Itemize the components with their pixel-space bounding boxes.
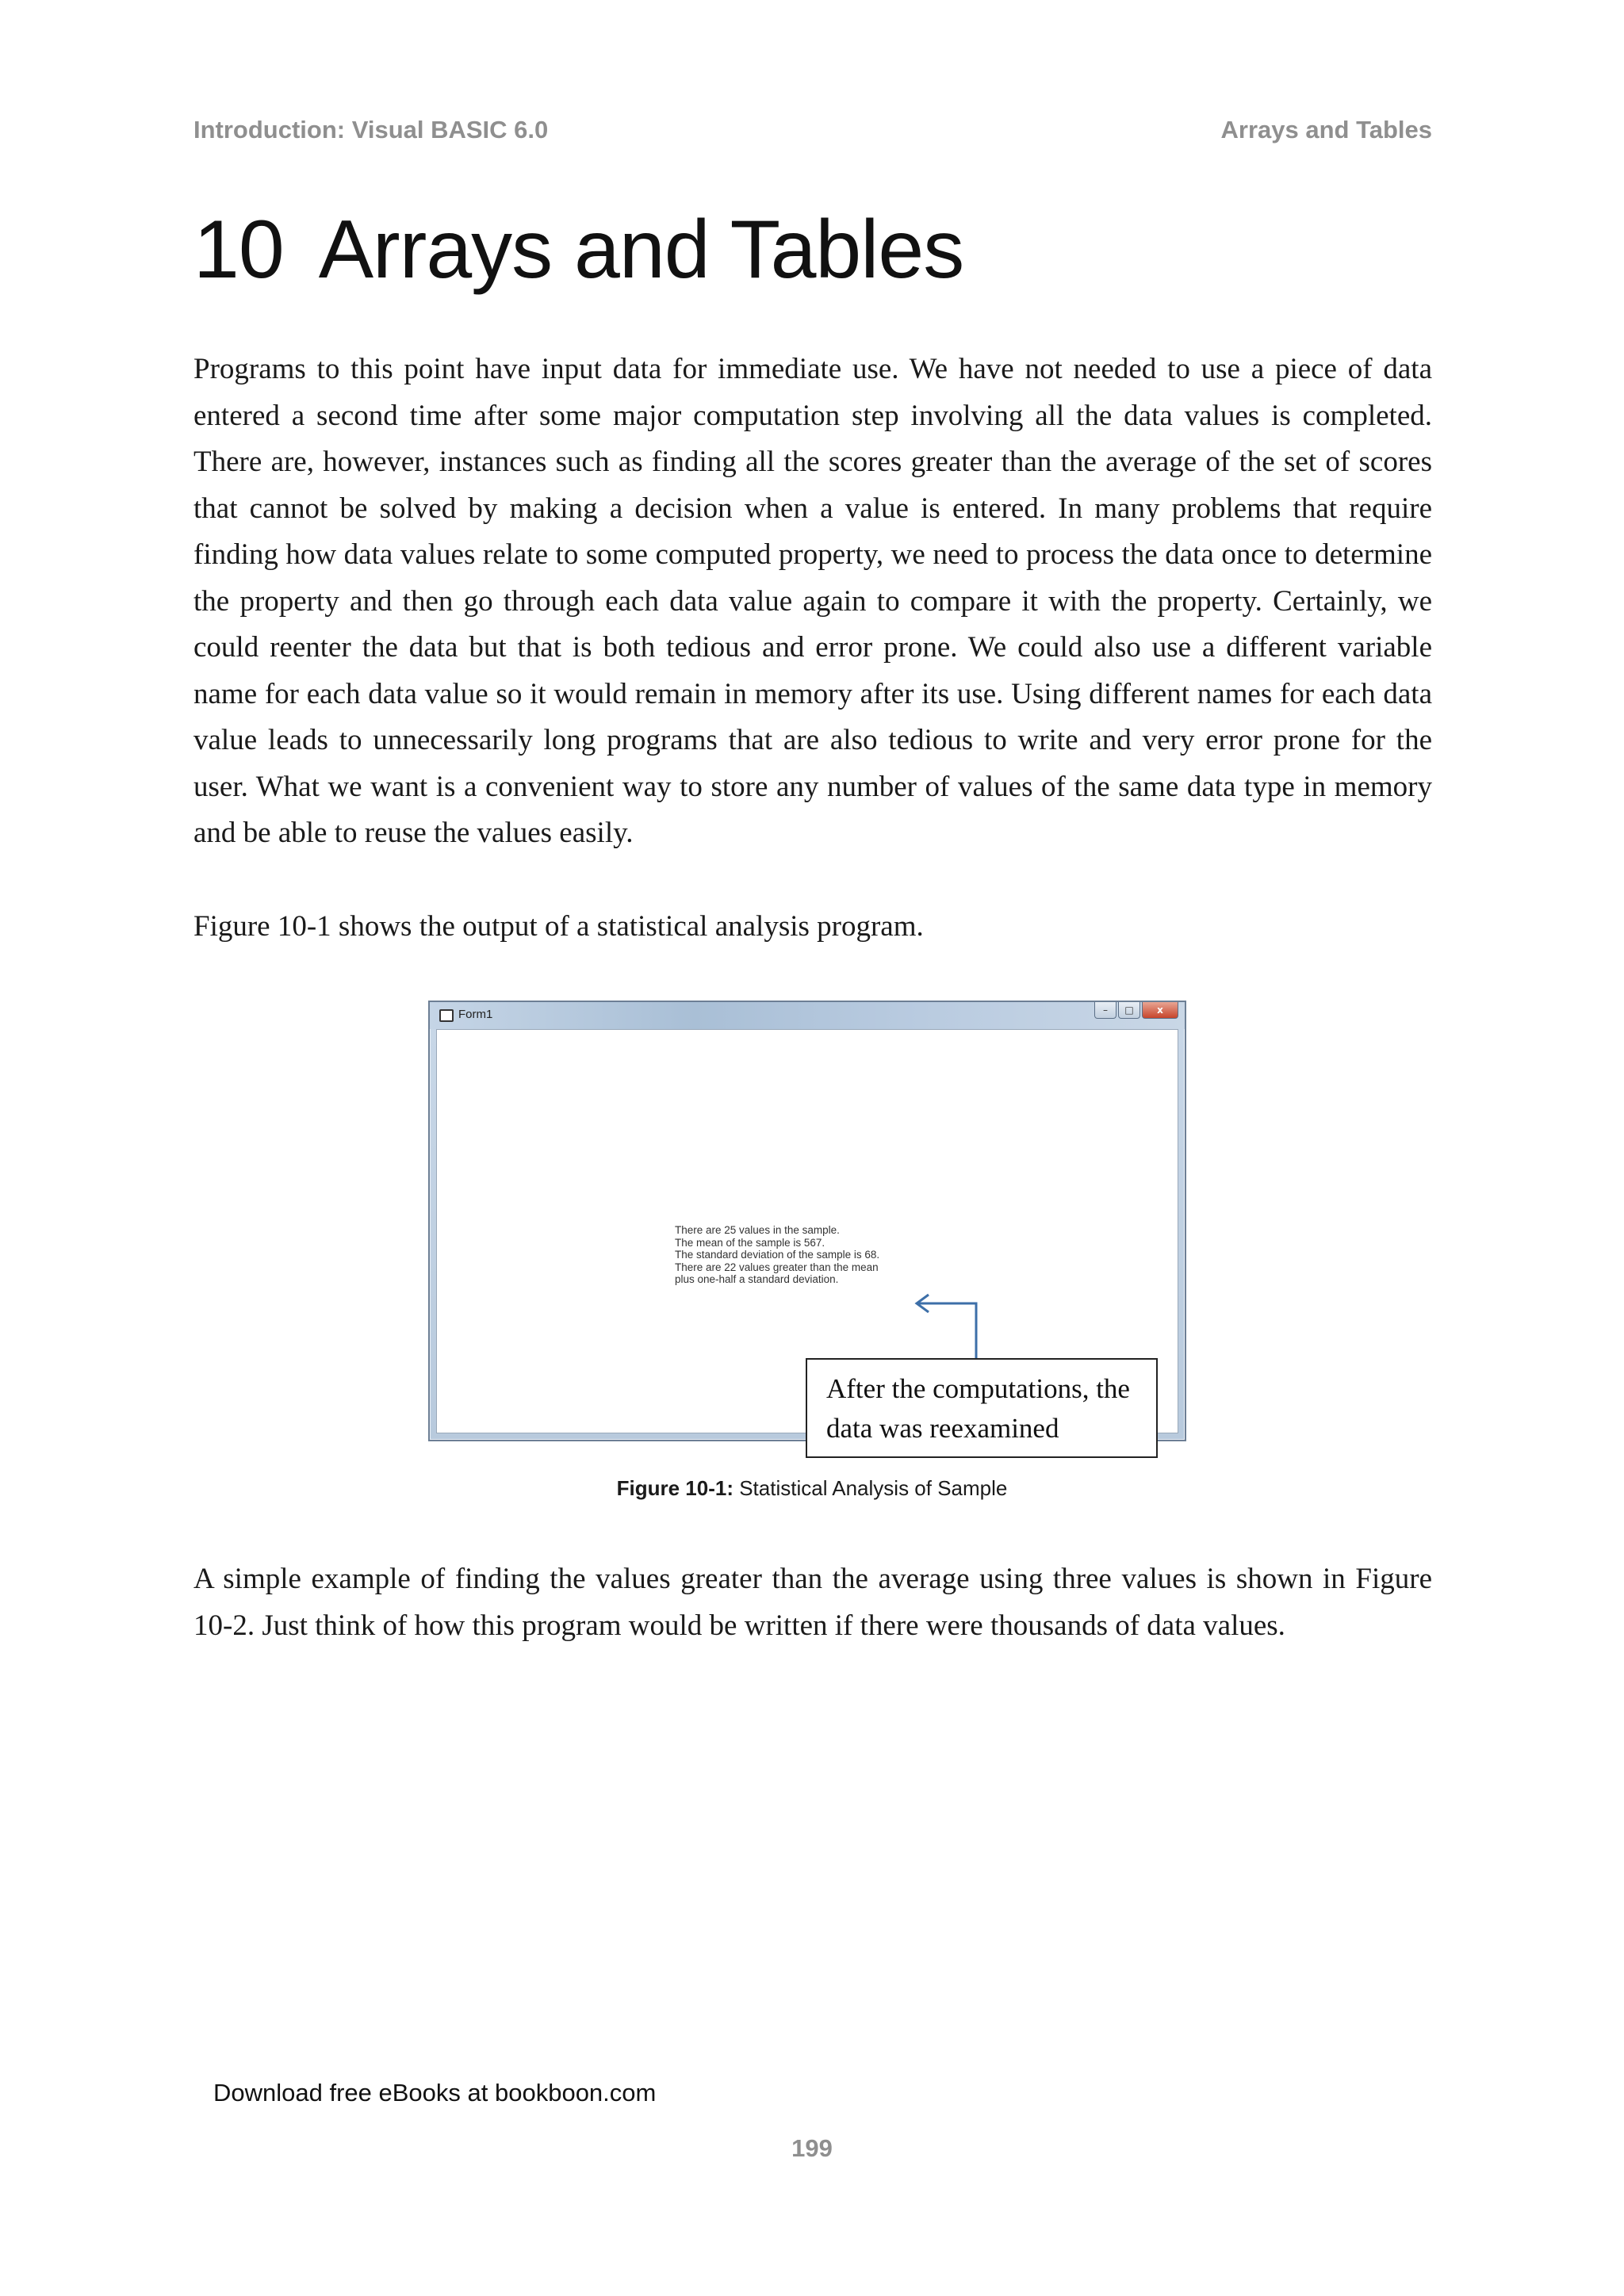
form-app-icon (439, 1009, 454, 1022)
body-paragraph-intro: Programs to this point have input data for immediate use. We have not needed to use a piece of data entered a second time after some major computation step involving all the data values is completed. There are, however, instances such as finding all the scores greater than the average of the set of scores that cannot be solved by making a decision when a value is entered. In many problems that require finding how data values relate to some computed property, we need to process the data once to determine the property and then go through each data value again to compare it with the property. Certainly, we could reenter the data but that is both tedious and error prone. We could also use a different variable name for each data value so it would remain in memory after its use. Using different names for each data value leads to unnecessarily long programs that are also tedious to write and very error prone for the user. What we want is a convenient way to store any number of values of the same data type in memory and be able to reuse the values easily. (193, 353, 1432, 849)
output-line: The mean of the sample is 567. (675, 1236, 825, 1249)
window-titlebar[interactable] (430, 1002, 1185, 1029)
body-paragraph-figure-ref: Figure 10-1 shows the output of a statistical analysis program. (193, 910, 924, 943)
callout-line: After the computations, the (826, 1373, 1130, 1404)
program-output (675, 1224, 879, 1286)
page-number: 199 (791, 2134, 833, 2162)
figure-caption-text: Statistical Analysis of Sample (733, 1476, 1008, 1500)
output-line: There are 22 values greater than the mean (675, 1261, 879, 1273)
output-line: The standard deviation of the sample is 68. (675, 1249, 880, 1261)
window-controls (1094, 1002, 1178, 1019)
chapter-title-text: Arrays and Tables (318, 204, 964, 296)
callout-line: data was reexamined (826, 1413, 1059, 1444)
running-header-book-title: Introduction: Visual BASIC 6.0 (193, 116, 549, 144)
maximize-button[interactable]: □ (1118, 1002, 1140, 1019)
chapter-number: 10 (193, 204, 284, 296)
minimize-button[interactable]: – (1094, 1002, 1116, 1019)
figure-caption-label: Figure 10-1: (616, 1476, 733, 1500)
footer-download-link[interactable]: Download free eBooks at bookboon.com (213, 2079, 657, 2107)
close-button[interactable]: x (1142, 1002, 1178, 1019)
window-title: Form1 (458, 1008, 493, 1021)
form-client-area (436, 1029, 1178, 1444)
running-header (193, 116, 1432, 144)
figure-caption (0, 1476, 1624, 1501)
callout-annotation-box (806, 1358, 1158, 1458)
running-header-chapter-title: Arrays and Tables (1220, 116, 1432, 144)
body-paragraph-example: A simple example of finding the values greater than the average using three values is shown in Figure 10-2. Just think of how this program would be written if there were thousands of data values. (193, 1563, 1432, 1642)
chapter-title (193, 205, 963, 295)
output-line: plus one-half a standard deviation. (675, 1273, 839, 1285)
output-line: There are 25 values in the sample. (675, 1224, 840, 1236)
figure-form-window (428, 1001, 1186, 1444)
